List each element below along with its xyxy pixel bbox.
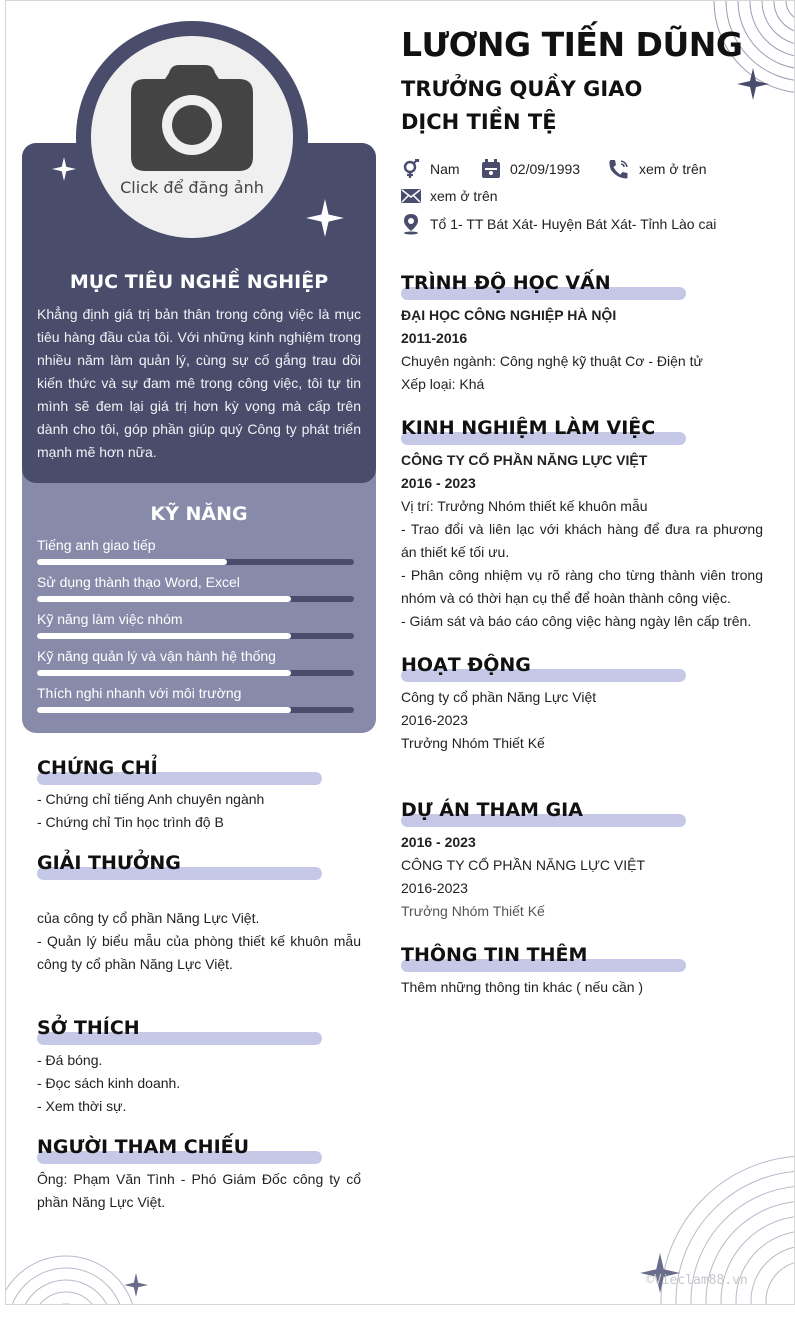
school-name: ĐẠI HỌC CÔNG NGHIỆP HÀ NỘI — [401, 307, 617, 323]
references-title: NGƯỜI THAM CHIẾU — [37, 1136, 250, 1158]
education-major: Chuyên ngành: Công nghệ kỹ thuật Cơ - Điện tử — [401, 353, 703, 369]
calendar-icon — [481, 159, 501, 179]
cv-page — [5, 0, 795, 1305]
skill-bar — [37, 559, 354, 565]
duty-item: - Trao đổi và liên lạc với khách hàng để đưa ra phương án thiết kế tối ưu. — [401, 521, 763, 560]
sparkle-icon — [52, 157, 76, 181]
birthday-info — [481, 159, 580, 179]
address-value: Tổ 1- TT Bát Xát- Huyện Bát Xát- Tỉnh Lào cai — [430, 216, 717, 232]
skill-bar-fill — [37, 670, 291, 676]
candidate-name: LƯƠNG TIẾN DŨNG — [401, 25, 743, 64]
skill-name: Thích nghi nhanh với môi trường — [37, 685, 242, 701]
objective-title: MỤC TIÊU NGHỀ NGHIỆP — [69, 271, 329, 293]
projects-body — [401, 831, 763, 923]
location-pin-icon — [401, 213, 421, 235]
project-company: CÔNG TY CỔ PHẦN NĂNG LỰC VIỆT — [401, 857, 646, 873]
skill-item — [37, 573, 354, 602]
sparkle-icon — [306, 199, 344, 237]
objective-text: Khẳng định giá trị bản thân trong công việc là mục tiêu hàng đầu của tôi. Với những kinh nghiệm trong nhiều năm làm quản lý, cùng sự cố gắng trau dồi kiến thức và sự đam mê trong công việc, tôi tự tin mình sẽ đem lại giá trị hơn kỳ vọng mà cấp trên dành cho tôi, góp phần giúp quý Công ty phát triển mạnh mẽ hơn nữa. — [37, 306, 361, 460]
skill-bar — [37, 596, 354, 602]
skill-bar — [37, 670, 354, 676]
list-item: - Chứng chỉ Tin học trình độ B — [37, 814, 224, 830]
email-value: xem ở trên — [430, 188, 498, 204]
awards-title: GIẢI THƯỞNG — [37, 852, 181, 874]
email-info — [401, 186, 498, 206]
activity-role: Trưởng Nhóm Thiết Kế — [401, 735, 545, 751]
sparkle-icon — [124, 1273, 148, 1297]
education-body — [401, 304, 766, 396]
references-text — [37, 1168, 361, 1214]
skill-name: Sử dụng thành thạo Word, Excel — [37, 574, 240, 590]
camera-icon[interactable] — [131, 65, 253, 171]
hobbies-title: SỞ THÍCH — [37, 1017, 140, 1039]
list-item: - Đọc sách kinh doanh. — [37, 1075, 181, 1091]
extra-body — [401, 976, 763, 999]
experience-body — [401, 449, 763, 633]
phone-value: xem ở trên — [639, 161, 707, 177]
activities-body — [401, 686, 763, 755]
skill-bar — [37, 633, 354, 639]
extra-text: Thêm những thông tin khác ( nếu cần ) — [401, 979, 644, 995]
projects-heading — [401, 799, 583, 821]
list-item: - Quản lý biểu mẫu của phòng thiết kế khuôn mẫu công ty cổ phần Năng Lực Việt. — [37, 933, 361, 972]
hobbies-heading — [37, 1017, 140, 1039]
address-info — [401, 213, 716, 235]
skill-name: Tiếng anh giao tiếp — [37, 537, 156, 553]
skill-item — [37, 684, 354, 713]
experience-heading — [401, 417, 655, 439]
skill-name: Kỹ năng quản lý và vận hành hệ thống — [37, 648, 276, 664]
watermark: ©Vieclam88.vn — [646, 1273, 748, 1288]
sparkle-icon — [737, 68, 769, 100]
skill-bar-fill — [37, 596, 291, 602]
gender-info — [401, 159, 460, 179]
skill-item — [37, 610, 354, 639]
list-item: - Chứng chỉ tiếng Anh chuyên ngành — [37, 791, 265, 807]
list-item: - Xem thời sự. — [37, 1098, 127, 1114]
hobbies-list — [37, 1049, 361, 1118]
project-years-bold: 2016 - 2023 — [401, 834, 476, 850]
certificates-heading — [37, 757, 158, 779]
activity-org: Công ty cổ phần Năng Lực Việt — [401, 689, 597, 705]
reference-item: Ông: Phạm Văn Tình - Phó Giám Đốc công ty cổ phần Năng Lực Việt. — [37, 1171, 361, 1210]
duty-item: - Giám sát và báo cáo công việc hàng ngày lên cấp trên. — [401, 613, 752, 629]
gender-icon — [401, 159, 421, 179]
awards-list — [37, 907, 361, 976]
list-item: - Đá bóng. — [37, 1052, 103, 1068]
skill-item — [37, 647, 354, 676]
skill-bar — [37, 707, 354, 713]
certificates-list — [37, 788, 361, 834]
experience-title: KINH NGHIỆM LÀM VIỆC — [401, 417, 656, 439]
education-grade: Xếp loại: Khá — [401, 376, 485, 392]
experience-years: 2016 - 2023 — [401, 475, 476, 491]
skill-name: Kỹ năng làm việc nhóm — [37, 611, 183, 627]
envelope-icon — [401, 186, 421, 206]
project-role: Trưởng Nhóm Thiết Kế — [401, 903, 545, 919]
company-name: CÔNG TY CỔ PHẦN NĂNG LỰC VIỆT — [401, 452, 648, 468]
skill-item — [37, 536, 354, 565]
certificates-title: CHỨNG CHỈ — [37, 757, 158, 779]
birthday-value: 02/09/1993 — [510, 161, 581, 177]
extra-heading — [401, 944, 587, 966]
skill-bar-fill — [37, 633, 291, 639]
education-years: 2011-2016 — [401, 330, 468, 346]
awards-heading — [37, 852, 181, 874]
list-item: của công ty cổ phần Năng Lực Việt. — [37, 910, 260, 926]
experience-position: Vị trí: Trưởng Nhóm thiết kế khuôn mẫu — [401, 498, 648, 514]
photo-upload-label[interactable]: Click để đăng ảnh — [120, 178, 264, 197]
references-heading — [37, 1136, 249, 1158]
education-title: TRÌNH ĐỘ HỌC VẤN — [401, 272, 611, 294]
extra-title: THÔNG TIN THÊM — [401, 944, 588, 966]
skill-bar-fill — [37, 559, 227, 565]
skill-bar-fill — [37, 707, 291, 713]
activities-title: HOẠT ĐỘNG — [401, 654, 531, 676]
phone-info — [608, 159, 707, 179]
education-heading — [401, 272, 611, 294]
skills-title: KỸ NĂNG — [150, 503, 248, 525]
activity-years: 2016-2023 — [401, 712, 468, 728]
projects-title: DỰ ÁN THAM GIA — [401, 799, 583, 821]
activities-heading — [401, 654, 531, 676]
candidate-role: TRƯỞNG QUẦY GIAO DỊCH TIỀN TỆ — [401, 77, 643, 134]
phone-icon — [608, 159, 630, 179]
project-years: 2016-2023 — [401, 880, 468, 896]
gender-value: Nam — [430, 161, 460, 177]
duty-item: - Phân công nhiệm vụ rõ ràng cho từng thành viên trong nhóm và có thời hạn cụ thể để hoàn thành công việc. — [401, 567, 763, 606]
